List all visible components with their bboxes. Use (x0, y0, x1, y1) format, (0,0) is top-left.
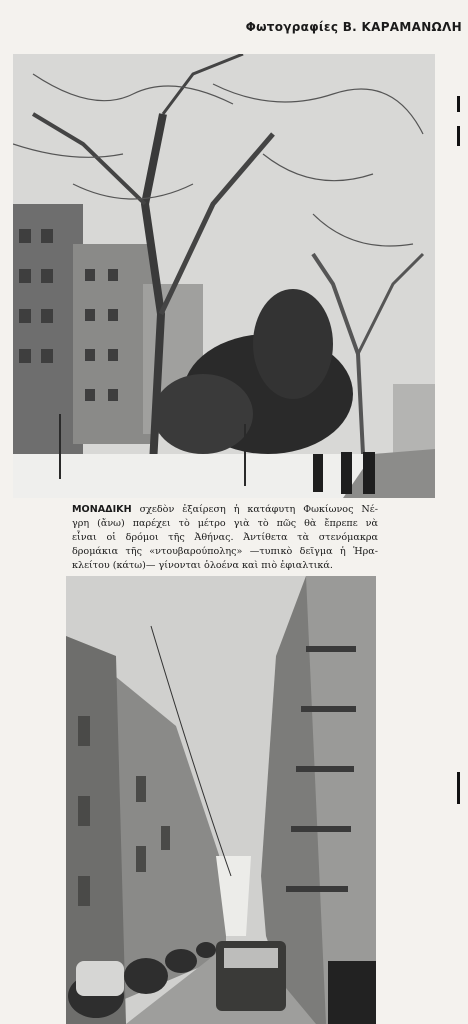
edge-mark-top (457, 96, 460, 112)
caption-line: γρη (ἄνω) παρέχει τὸ μέτρο γιὰ τὸ πῶς θὰ ἔπρεπε νὰ (72, 518, 378, 529)
caption-line: εἶναι οἱ δρόμοι τῆς Ἀθήνας. Ἀντίθετα τὰ στενόμακρα (72, 532, 378, 543)
caption-line: κλείτου (κάτω)— γίνονται ὁλοένα καὶ πιὸ ἐφιαλτικά. (72, 560, 333, 571)
caption-lead-word: ΜΟΝΑΔΙΚΗ (72, 504, 132, 515)
photo-credit: Φωτογραφίες Β. ΚΑΡΑΜΑΝΩΛΗ (245, 20, 462, 34)
photo-tree-lined-avenue (13, 54, 435, 498)
photo-tree-lined-avenue-graphic (13, 54, 435, 498)
caption-line: δρομάκια τῆς «ντουβαρούπολης» —τυπικὸ δεῖγμα ἡ Ἡρα- (72, 546, 378, 557)
photo-caption (72, 503, 378, 573)
caption-line-text: σχεδὸν ἐξαίρεση ἡ κατάφυτη Φωκίωνος Νέ- (139, 504, 378, 515)
photo-narrow-street-graphic (66, 576, 376, 1024)
edge-mark-top-2 (457, 126, 460, 146)
edge-mark-bottom (457, 772, 460, 804)
caption-line (72, 503, 378, 517)
photo-narrow-street-with-cars (66, 576, 376, 1024)
